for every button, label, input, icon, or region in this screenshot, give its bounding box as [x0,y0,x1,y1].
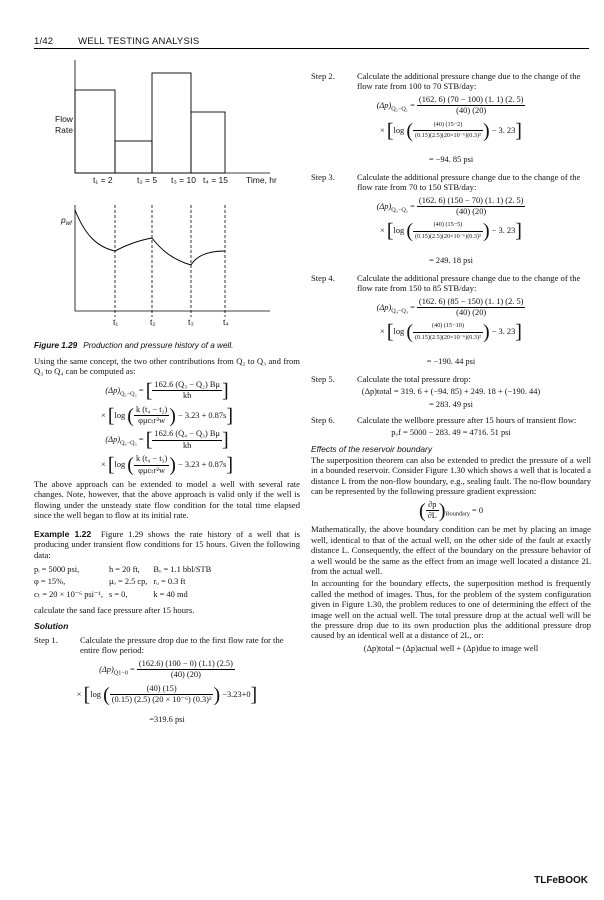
step-4-result: = −190. 44 psi [426,357,476,367]
equation-q3-q2-log: × [log ( $\frac{\text{k (t₄ − t₂)}}{\text{φμcₜr²w}}$ ) − 3.23 + 0.87s] [101,404,233,427]
calc-instruction: calculate the sand face pressure after 15 hours. [34,605,195,616]
step-1: Step 1. Calculate the pressure drop due to the first flow rate for the entire flow period: [34,634,284,656]
step-2-equation: $(\Delta p)_{Q_2-Q_1}$ = $\frac{(162. 6) (70 - 100) (1. 1) (2. 5)}{(40) (20)}$ [376,94,524,116]
step-3-equation: $(\Delta p)_{Q_3-Q_2}$ = $\frac{(162. 6) (150 - 70) (1. 1) (2. 5)}{(40) (20)}$ [376,195,524,217]
boundary-paragraph-2: Mathematically, the above boundary condition can be met by placing an image well, identical to that of the actual well, on the other side of the fault at exactly distance L. Consequently, the effect of the boundary on the pressure behavior of a well would be the same as the effect from an image well located a distance 2L from the actual well. [311,524,591,577]
time-label-t1: t₁ = 2 [93,175,113,185]
boundary-paragraph-1: The superposition theorem can also be extended to predict the pressure of a well in a bounded reservoir. Consider Figure 1.30 which shows a well that is located a distance L from the non-flow boundary, e.g., sealing fault. The no-flow boundary can be represented by the following pressure gradient expression: [311,454,591,497]
table-row: cₜ = 20 × 10⁻⁶ psi⁻¹, s = 0, k = 40 md [34,589,188,599]
running-title: WELL TESTING ANALYSIS [78,36,200,47]
equation-q3-q2: $(\Delta p)_{Q_3-Q_2}$ = [ $\frac{\text{162.6 (Q₃ − Q₂) Bμ}}{kh}$ ] [105,379,229,402]
step-6: Step 6. Calculate the wellbore pressure after 15 hours of transient flow: [311,414,577,425]
step-5: Step 5. Calculate the total pressure drop: [311,373,471,384]
step-2-result: = −94. 85 psi [428,155,474,165]
tick-t1: t₁ [113,317,119,327]
page-number: 1/42 [34,36,54,47]
step-4-log: × [log ( $\frac{(40) (15-10)}{\text{(0.15)(2.5)(20×10⁻⁶)(0.3)²}}$ ) − 3. 23] [380,321,522,344]
tick-t3: t₃ [188,317,194,327]
boundary-equation: ( $\frac{\partial p}{\partial L}$ )$_{Boundary} = 0$ [418,499,484,522]
step-4-equation: $(\Delta p)_{Q_4-Q_3}$ = $\frac{(162. 6) (85 - 150) (1. 1) (2. 5)}{(40) (20)}$ [376,296,524,317]
step-2-log: × [log ( $\frac{(40) (15-2)}{\text{(0.15)(2.5)(20×10⁻⁶)(0.3)²}}$ ) − 3. 23] [380,119,522,142]
step-6-equation: pᵤf = 5000 − 283. 49 = 4716. 51 psi [391,428,511,438]
rate-axis-label-2: Rate [55,125,73,135]
time-label-t3: t₃ = 10 [171,175,196,185]
step-3: Step 3. Calculate the additional pressure change due to the change of the flow rate from 70 to 150 STB/day: [311,171,581,193]
step-5-equation: (Δp)total = 319. 6 + (−94. 85) + 249. 18 + (−190. 44) [361,386,541,396]
boundary-final-equation: (Δp)total = (Δp)actual well + (Δp)due to image well [363,643,539,653]
footer-watermark: TLFeBOOK [534,875,588,886]
approach-paragraph: The above approach can be extended to model a well with several rate changes. Note, however, that the above approach is valid only if the well is flowing under the unsteady state flow condition for the total time elapsed since the well began to flow at its initial rate. [34,479,300,521]
equation-q4-q3-log: × [log ( $\frac{\text{k (t₄ − t₃)}}{\text{φμcₜr²w}}$ ) − 3.23 + 0.87s] [101,454,233,477]
step-1-result: =319.6 psi [149,715,185,725]
example-paragraph: Example 1.22 Figure 1.29 shows the rate history of a well that is producing under transient flow conditions for 15 hours. Given the following data: [34,528,300,560]
step-1-log: × [log ( $\frac{(40) (15)}{\text{(0.15) (2.5) (20 × 10⁻⁶) (0.3)²}}$ ) −3.23+0] [76,683,258,706]
time-label-t4: t₄ = 15 [203,175,228,185]
equation-q4-q3: $(\Delta p)_{Q_4-Q_3}$ = [ $\frac{\text{162.6 (Q₄ − Q₃) Bμ}}{kh}$ ] [105,429,229,452]
table-row: pᵢ = 5000 psi, h = 20 ft, Bₒ = 1.1 bbl/STB [34,564,212,574]
boundary-paragraph-3: In accounting for the boundary effects, the superposition method is frequently called the method of images. Thus, for the problem of the system configuration given in Figure 1.30, the problem reduces to one of determining the effect of the image well on the actual well. The total pressure drop at the actual well will be the pressure drop due to its own production plus the additional pressure drop caused by an identical well at a distance of 2L, or: [311,578,591,641]
header-rule [34,48,589,49]
boundary-heading: Effects of the reservoir boundary [311,443,433,454]
time-label-t2: t₂ = 5 [137,175,158,185]
figure-1-29 [55,55,305,337]
running-header [34,36,221,47]
step-3-result: = 249. 18 psi [429,256,473,266]
pwf-axis-label: $p_{wf}$ [61,215,72,227]
pwf-curve [75,210,225,265]
rate-bar-q2 [115,141,152,173]
table-row: φ = 15%, μₒ = 2.5 cp, rᵤ = 0.3 ft [34,577,186,587]
rate-bar-q4 [191,112,225,173]
step-4: Step 4. Calculate the additional pressure change due to the change of the flow rate from 150 to 85 STB/day: [311,272,581,294]
solution-heading: Solution [34,620,69,631]
step-3-log: × [log ( $\frac{(40) (15-5)}{\text{(0.15)(2.5)(20×10⁻⁶)(0.3)²}}$ ) − 3. 23] [380,220,522,243]
step-5-result: = 283. 49 psi [429,400,473,410]
rate-bar-q3 [152,73,191,173]
intro-paragraph: Using the same concept, the two other contributions from Q₂ to Q₃ and from Q₃ to Q₄ can be computed as: [34,356,300,377]
step-2: Step 2. Calculate the additional pressure change due to the change of the flow rate from 100 to 70 STB/day: [311,71,581,92]
right-column [311,67,591,657]
left-column [34,356,300,729]
given-data-table [34,564,217,601]
tick-t4: t₄ [223,317,229,327]
rate-axis-label-1: Flow [55,114,73,124]
tick-t2: t₂ [150,317,156,327]
time-axis-label: Time, hr [246,175,277,185]
step-1-equation: $(\Delta p)_{Q1-0}$ = $\frac{(162.6) (100 - 0) (1.1) (2.5)}{(40) (20)}$ [99,658,233,680]
rate-bar-q1 [75,90,115,173]
time-dividers [115,205,225,317]
figure-caption: Figure 1.29 Production and pressure history of a well. [34,341,234,350]
